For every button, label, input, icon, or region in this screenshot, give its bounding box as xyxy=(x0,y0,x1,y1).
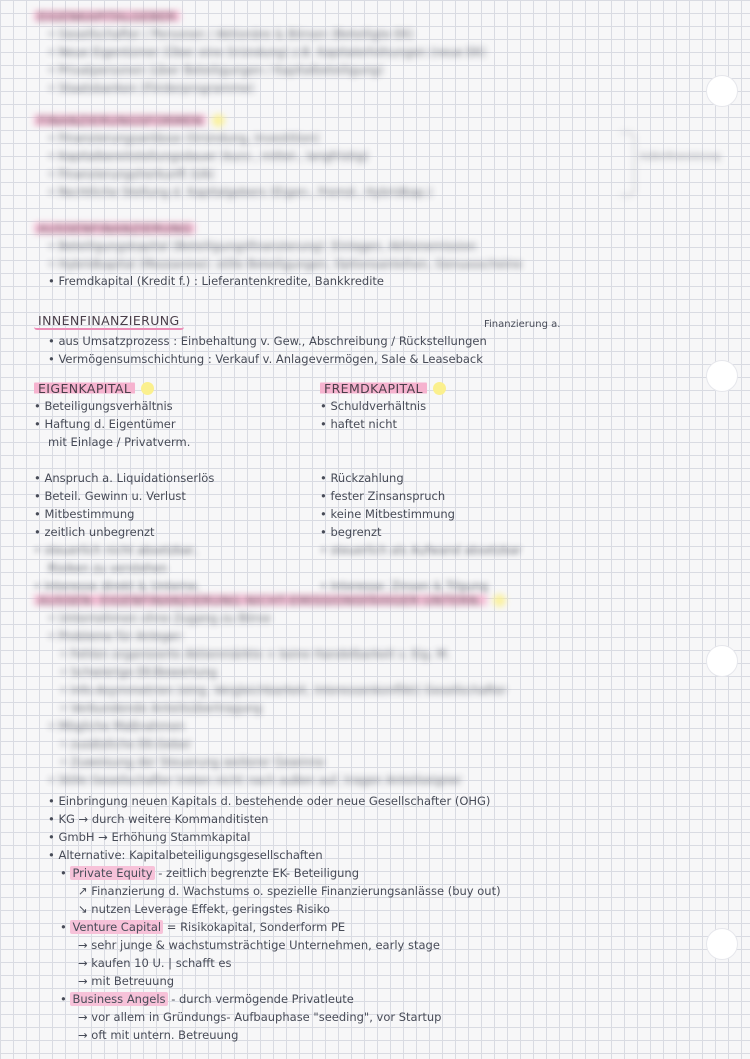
note-line: • aus Umsatzprozess : Einbehaltung v. Gew., Abschreibung / Rückstellungen xyxy=(34,332,714,350)
finanzierungsformen-section xyxy=(34,110,721,201)
highlight-dot-icon xyxy=(493,594,506,607)
private-equity-text: - zeitlich begrenzte EK- Beteiligung xyxy=(154,866,360,880)
blurred-aussen-section xyxy=(0,590,750,790)
note-line: • Staatsbanken (Förderprogramme) xyxy=(34,79,714,97)
note-line: • Einbringung neuen Kapitals d. bestehende oder neue Gesellschafter (OHG) xyxy=(34,792,714,810)
note-line: • zusätzliche EK-Geber xyxy=(34,735,714,753)
note-line xyxy=(320,451,650,469)
section-heading: FINANZIERUNGSFORMEN xyxy=(34,113,206,128)
private-equity-title: Private Equity xyxy=(72,866,153,880)
brace-icon xyxy=(620,132,635,196)
blurred-lines xyxy=(34,541,364,595)
note-line: • Zuweisung der Steuerung weiterer Gewinne xyxy=(34,753,714,771)
note-line: • Beteiligungskapital (Beteiligungsfinanzierung): Einlagen, Aktienemission xyxy=(34,237,714,255)
side-note: Außenfinanzierung xyxy=(640,152,721,162)
section-heading: EIGENKAPITALGEBER xyxy=(34,9,180,24)
note-line: • Beteiligungsverhältnis xyxy=(34,397,364,415)
note-line: Risiken zu verstehen xyxy=(48,561,168,575)
highlight-dot-icon xyxy=(433,382,446,395)
note-line: • Haftung d. Eigentümer xyxy=(34,415,364,433)
note-line: • Privatpersonen (über Beteiligungen / Kapitalbeteiligung) xyxy=(34,61,714,79)
blurred-lines xyxy=(320,541,650,595)
section-heading: INNENFINANZIERUNG xyxy=(34,313,184,330)
private-equity-line xyxy=(34,864,714,882)
eigenkapital-column xyxy=(34,378,364,595)
note-line: → mit Betreuung xyxy=(78,974,175,988)
note-line: • Rechtliche Stellung d. Kapitalgebers (Eigen-, Fremd-, Hybridkap.) xyxy=(34,183,714,201)
blurred-top-section xyxy=(0,0,750,271)
note-line: • Unternehmen ohne Zugang zu Börse xyxy=(34,609,714,627)
note-line: • keine Mitbestimmung xyxy=(320,505,650,523)
note-line: • Vermögensumschichtung : Verkauf v. Anlagevermögen, Sale & Leaseback xyxy=(34,350,714,368)
note-line: • Info-Asymmetrien (eing. Vergleichbarkeit, Interessenkonflikt) Gesellschafter xyxy=(34,681,714,699)
aussen-heading-block xyxy=(34,590,714,789)
note-line: • haftet nicht xyxy=(320,415,650,433)
note-line: • Verbundende Anteilsübertragung xyxy=(34,699,714,717)
venture-capital-text: = Risikokapital, Sonderform PE xyxy=(163,920,346,934)
venture-capital-title: Venture Capital xyxy=(72,920,162,934)
innenfinanzierung-section xyxy=(34,310,714,368)
venture-capital-line xyxy=(34,918,714,936)
aussenfinanzierung-section xyxy=(34,218,714,273)
note-line: mit Einlage / Privatverm. xyxy=(48,435,191,449)
note-line: • steuerlich als Aufwand absetzbar xyxy=(320,541,650,559)
note-line: ↘ nutzen Leverage Effekt, geringstes Risiko xyxy=(78,902,330,916)
note-line: • Mögliche Maßnahmen xyxy=(34,717,714,735)
section-heading: AUSSENFINANZIERUNG xyxy=(34,221,195,236)
note-line: • Gesellschafter / Personen / Aktionäre & Börsen (Beteiligte EK) xyxy=(34,25,714,43)
note-line: • Interesse: Zinsen & Tilgung xyxy=(320,577,650,595)
note-line: • steuerlich nicht absetzbar, xyxy=(34,541,364,559)
annotation: Finanzierung a. xyxy=(484,319,561,330)
note-line: • Rückzahlung xyxy=(320,469,650,487)
note-line: • Finanzierungsanlässe (Gründung, Investition) xyxy=(34,129,714,147)
note-line xyxy=(34,451,364,469)
note-line: • Beteil. Gewinn u. Verlust xyxy=(34,487,364,505)
note-line: • Schwierige EK-Bewertung xyxy=(34,663,714,681)
highlight-dot-icon xyxy=(212,114,225,127)
note-line: → vor allem in Gründungs- Aufbauphase "seeding", vor Startup xyxy=(78,1010,442,1024)
note-line xyxy=(320,433,650,451)
business-angels-text: - durch vermögende Privatleute xyxy=(167,992,354,1006)
note-line: • Fehlen organisierte Aktienmärkte + keine Handelbarkeit v. Eig. M. xyxy=(34,645,714,663)
highlight-dot-icon xyxy=(141,382,154,395)
note-line: • Kapitalbereitstellungsdauer (kurz-, mittel-, langfristig) xyxy=(34,147,714,165)
note-line: • KG → durch weitere Kommanditisten xyxy=(34,810,714,828)
section-heading: EIGENKAPITAL xyxy=(34,381,135,396)
section-heading: AUSSEN- EIGENFINANZIERUNG NICHT-EMISSIONSFÄHIGER UNTERN. xyxy=(34,593,487,608)
fremdkapital-kredit-line xyxy=(34,272,714,290)
note-line: → sehr junge & wachstumsträchtige Unternehmen, early stage xyxy=(78,938,440,952)
note-line: • Finanzierungsherkunft (I/A) xyxy=(34,165,714,183)
section-heading: FREMDKAPITAL xyxy=(320,381,427,396)
note-line: • fester Zinsanspruch xyxy=(320,487,650,505)
note-line: • Hybridkapital (Mezzanine): stille Beteiligungen, Optionsanleihen, Genussscheine xyxy=(34,255,714,273)
note-line: • Interesse direkt & Unterne. xyxy=(34,577,364,595)
note-line: • Probleme für Anleger: xyxy=(34,627,714,645)
note-line: • Anspruch a. Liquidationserlös xyxy=(34,469,364,487)
aussen-clear-section xyxy=(34,792,714,1044)
note-line xyxy=(320,559,650,577)
note-line: • Schuldverhältnis xyxy=(320,397,650,415)
note-line: ↗ Finanzierung d. Wachstums o. spezielle Finanzierungsanlässe (buy out) xyxy=(78,884,501,898)
note-line: • Alternative: Kapitalbeteiligungsgesellschaften xyxy=(34,846,714,864)
note-line: → oft mit untern. Betreuung xyxy=(78,1028,239,1042)
business-angels-line xyxy=(34,990,714,1008)
note-line: • Fremdkapital (Kredit f.) : Lieferantenkredite, Bankkredite xyxy=(34,272,714,290)
note-line: • GmbH → Erhöhung Stammkapital xyxy=(34,828,714,846)
note-line: → kaufen 10 U. | schafft es xyxy=(78,956,232,970)
note-line: • begrenzt xyxy=(320,523,650,541)
business-angels-title: Business Angels xyxy=(72,992,166,1006)
note-line: • Mitbestimmung xyxy=(34,505,364,523)
fremdkapital-column xyxy=(320,378,650,595)
note-line: • Stille Gesellschafter treten nicht nach außen auf, tragen Anteilseigner xyxy=(34,771,714,789)
eigenkapitalgeber-section xyxy=(34,6,714,97)
note-line: • Neue Eigentümer (Über eine Gründung) z.B. Kapitalerhöhungen (neue EK) xyxy=(34,43,714,61)
note-line: • zeitlich unbegrenzt xyxy=(34,523,364,541)
